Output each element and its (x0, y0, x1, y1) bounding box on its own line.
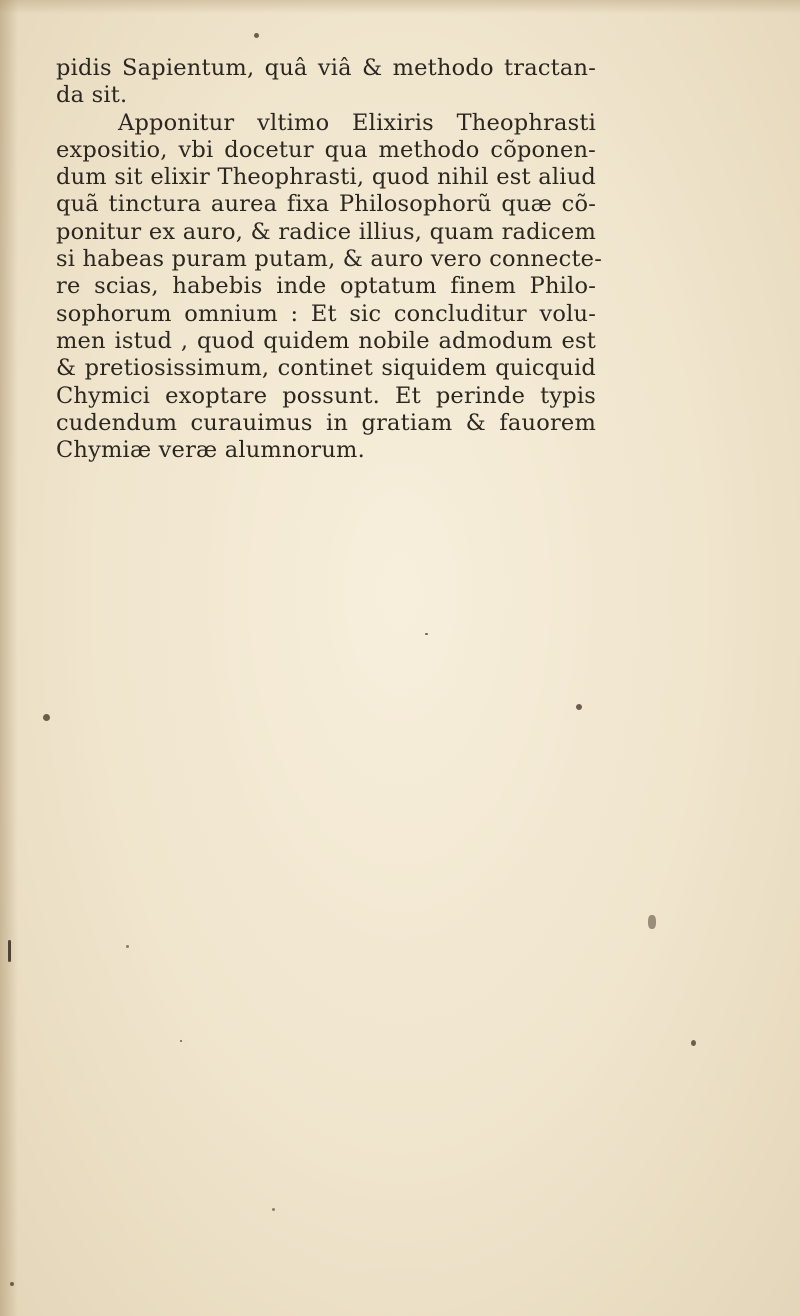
paper-speck (254, 33, 259, 38)
paper-speck (648, 915, 656, 929)
paper-speck (126, 945, 129, 948)
paper-speck (10, 1282, 14, 1286)
paper-speck (691, 1040, 696, 1046)
paper-speck (425, 633, 428, 635)
paragraph-start-line: Apponitur vltimo Elixiris Theophrasti (118, 109, 596, 136)
text-line: re scias, habebis inde optatum finem Philo- (56, 273, 596, 300)
text-line: pidis Sapientum, quâ viâ & methodo tractan- (56, 55, 596, 81)
page-text (56, 55, 602, 464)
text-line: Chymici exoptare possunt. Et perinde typis (56, 382, 596, 409)
text-line: cudendum curauimus in gratiam & fauorem (56, 409, 596, 436)
text-line: Chymiæ veræ alumnorum. (56, 437, 365, 464)
text-line: men istud , quod quidem nobile admodum est (56, 327, 596, 354)
text-line: da sit. (56, 82, 128, 109)
paper-speck (43, 714, 50, 721)
text-line: expositio, vbi docetur qua methodo cõponen- (56, 136, 596, 163)
paper-speck (576, 704, 582, 710)
text-line: sophorum omnium : Et sic concluditur volu- (56, 300, 596, 327)
text-line: quã tinctura aurea fixa Philosophorũ quæ cõ- (56, 191, 596, 218)
text-line: ponitur ex auro, & radice illius, quam radicem (56, 218, 596, 245)
text-line: si habeas puram putam, & auro vero connecte- (56, 246, 602, 273)
text-line: & pretiosissimum, continet siquidem quicquid (56, 355, 596, 382)
paper-speck (180, 1040, 182, 1042)
paper-speck (272, 1208, 275, 1211)
paper-speck (8, 940, 11, 962)
text-line: dum sit elixir Theophrasti, quod nihil est aliud (56, 164, 596, 191)
